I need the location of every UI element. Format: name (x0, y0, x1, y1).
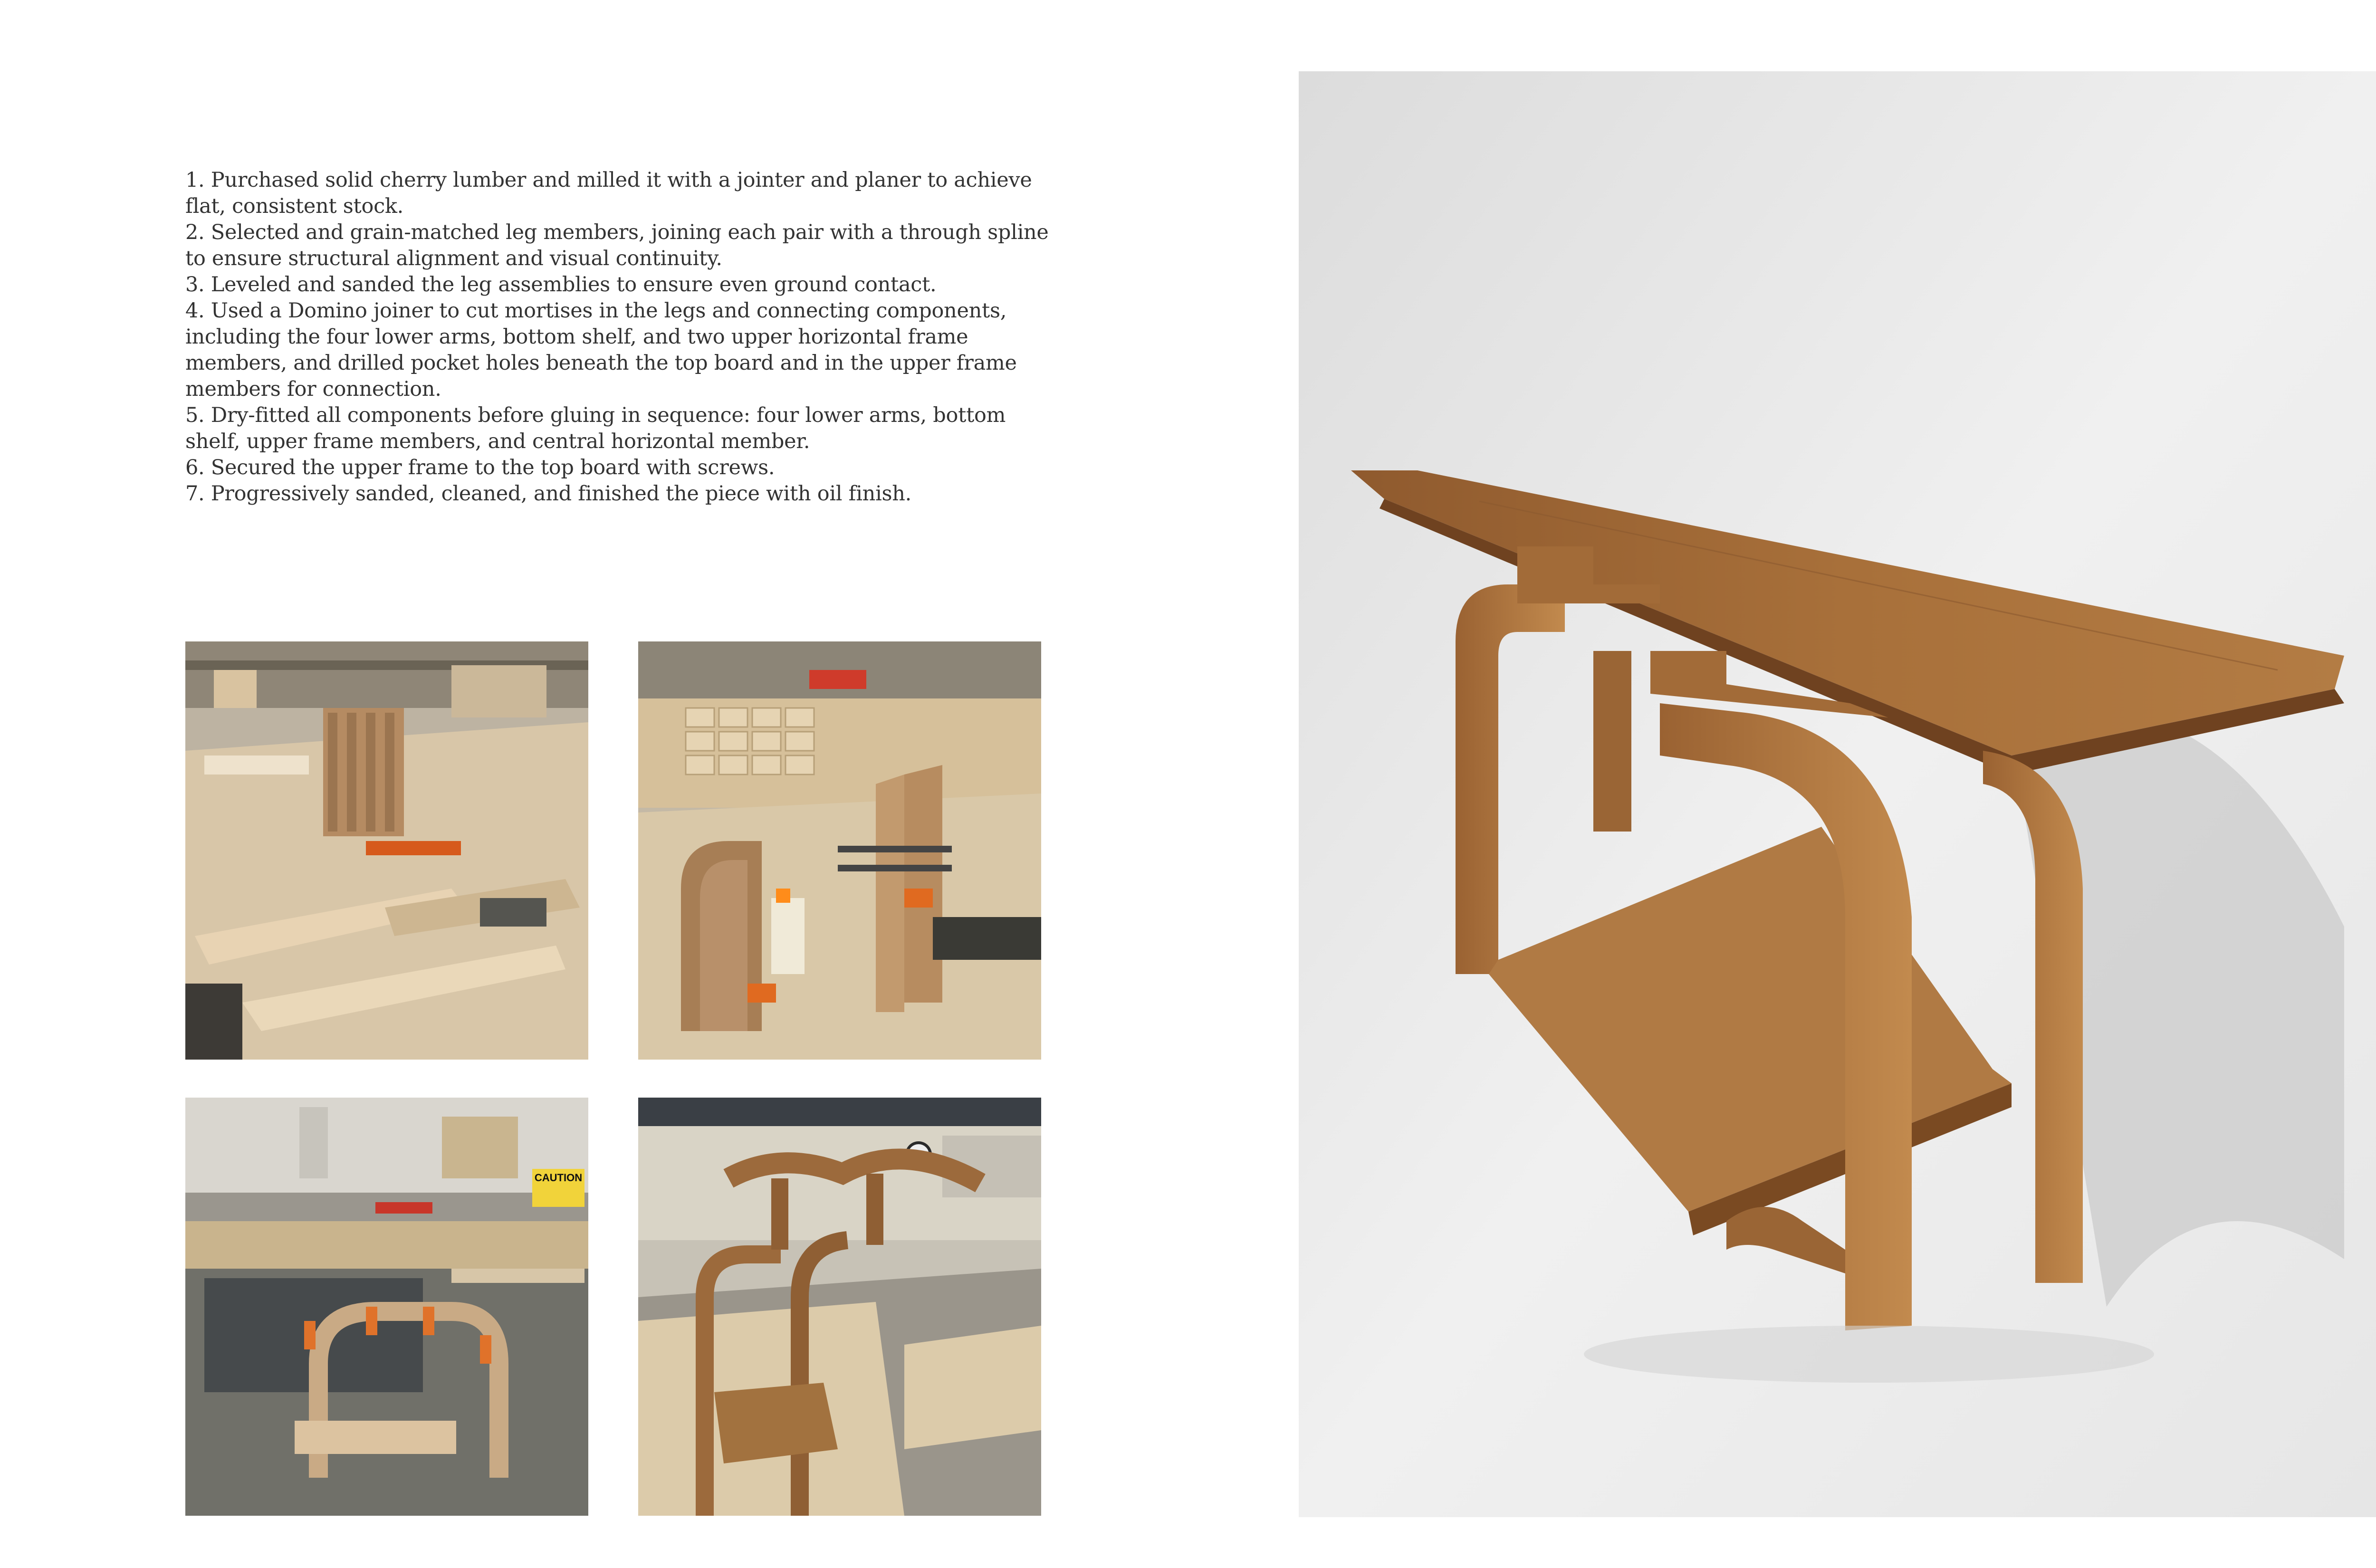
process-steps-list (185, 167, 1050, 507)
workshop-photo-dry-fit-frame (185, 1098, 588, 1516)
step-item: 6. Secured the upper frame to the top board with screws. (185, 456, 775, 479)
caution-sign-text: CAUTION (534, 1172, 583, 1184)
workshop-photo-assembled-frame (638, 1098, 1041, 1516)
finished-console-table-photo (1299, 71, 2376, 1517)
step-item: 3. Leveled and sanded the leg assemblies to ensure even ground contact. (185, 273, 937, 296)
step-item: 7. Progressively sanded, cleaned, and finished the piece with oil finish. (185, 482, 912, 506)
step-item: 5. Dry-fitted all components before gluing in sequence: four lower arms, bottom shelf, upper frame members, and central horizontal member. (185, 403, 1006, 453)
step-item: 2. Selected and grain-matched leg members, joining each pair with a through spline to ensure structural alignment and visual continuity. (185, 220, 1049, 270)
step-item: 1. Purchased solid cherry lumber and milled it with a jointer and planer to achieve flat, consistent stock. (185, 168, 1032, 218)
workshop-photo-glued-legs (638, 641, 1041, 1060)
workshop-photo-milled-legs (185, 641, 588, 1060)
step-item: 4. Used a Domino joiner to cut mortises in the legs and connecting components, including the four lower arms, bottom shelf, and two upper horizontal frame members, and drilled pocket holes beneath the top board and in the upper frame members for connection. (185, 299, 1017, 401)
